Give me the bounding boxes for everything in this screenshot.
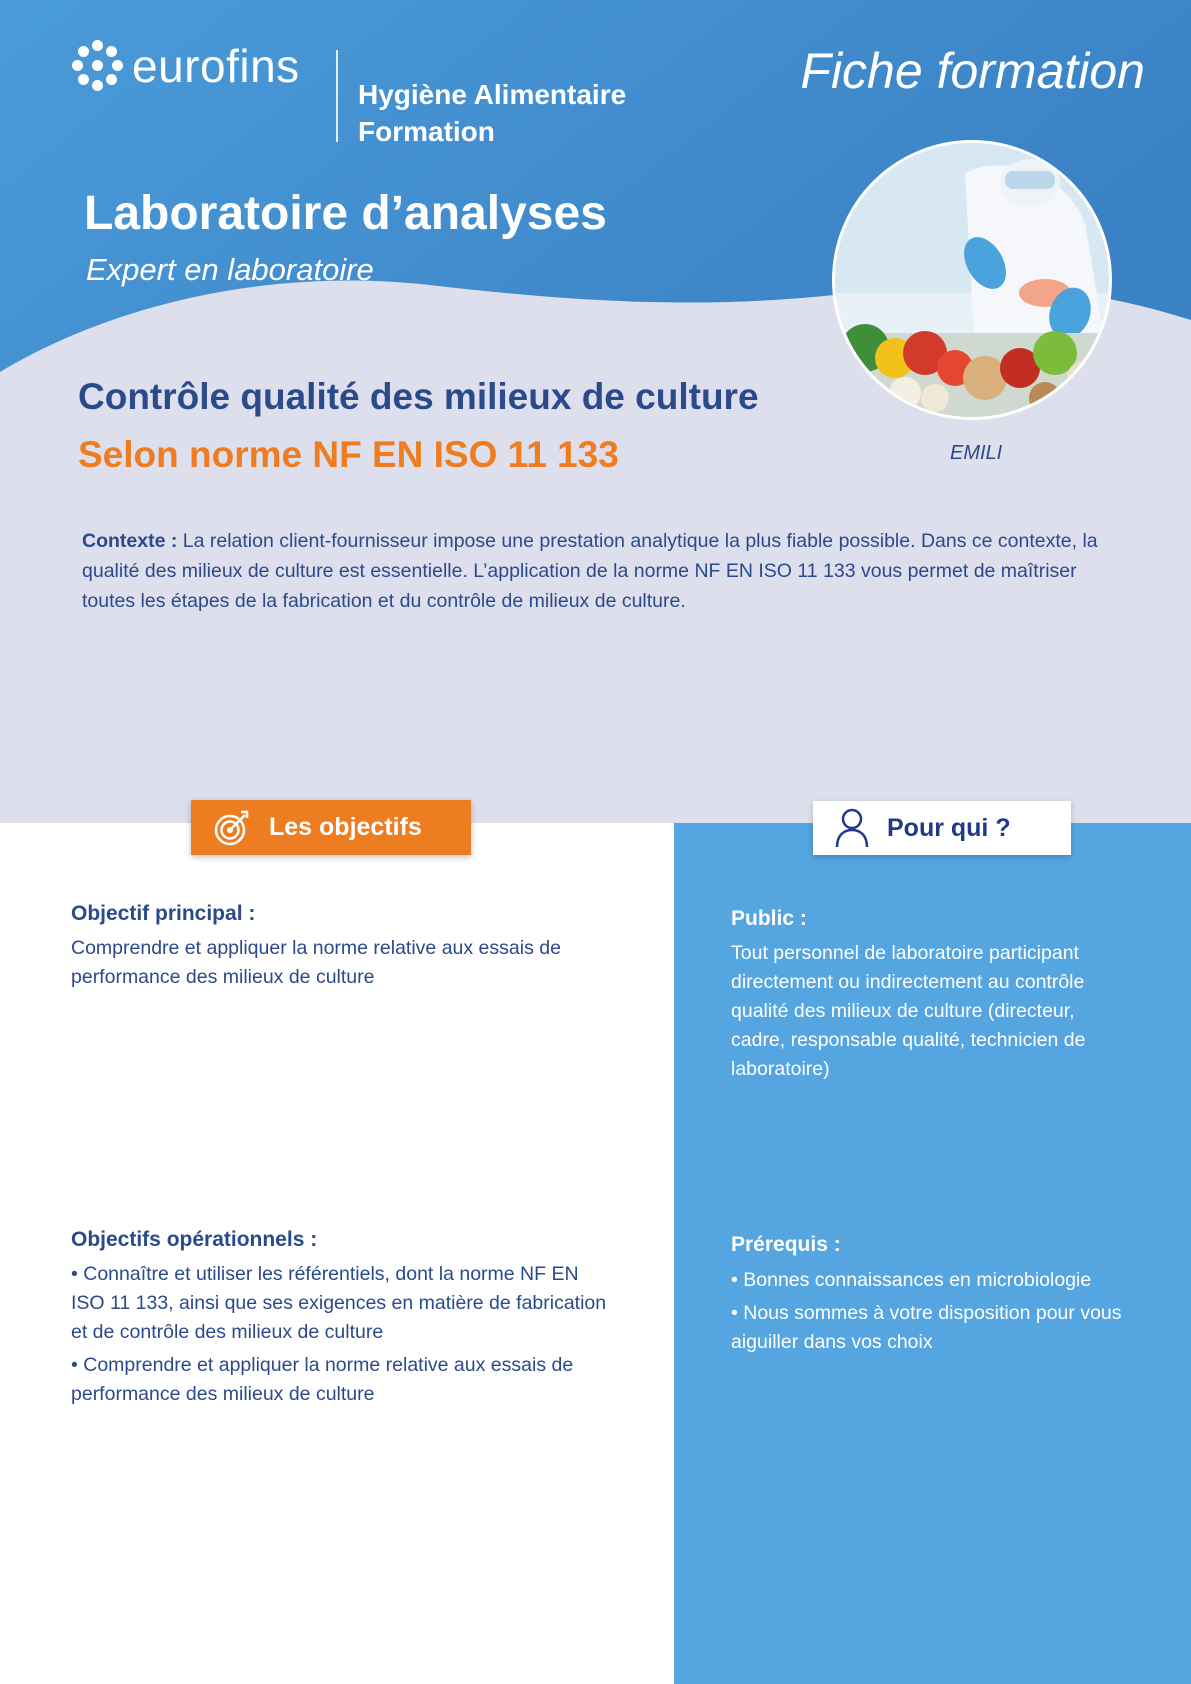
public-text: Tout personnel de laboratoire participant directement ou indirectement au contrôle qualité des milieux de culture (directeur, cadre, responsable qualité, technicien de laboratoire) xyxy=(731,942,1086,1080)
brand-name: eurofins xyxy=(132,40,300,92)
course-title: Contrôle qualité des milieux de culture xyxy=(78,376,759,417)
operational-objectives-heading: Objectifs opérationnels : xyxy=(71,1228,318,1251)
context-paragraph xyxy=(82,526,1122,616)
page-subtitle: Expert en laboratoire xyxy=(86,252,374,287)
page-title: Laboratoire d’analyses xyxy=(84,187,607,240)
audience-badge xyxy=(813,801,1071,855)
lab-photo xyxy=(832,140,1112,420)
tagline-line-1: Hygiène Alimentaire xyxy=(358,79,627,110)
brand-tagline xyxy=(358,76,626,150)
operational-objectives-list xyxy=(71,1260,611,1413)
objectives-badge xyxy=(191,800,471,855)
prerequisites-heading: Prérequis : xyxy=(731,1233,841,1256)
public-heading: Public : xyxy=(731,907,807,930)
main-objective-heading: Objectif principal : xyxy=(71,902,256,925)
list-item: • Comprendre et appliquer la norme relative aux essais de performance des milieux de culture xyxy=(71,1354,574,1405)
person-icon xyxy=(835,808,869,848)
course-norm: Selon norme NF EN ISO 11 133 xyxy=(78,434,619,475)
eurofins-logo xyxy=(72,40,300,92)
photo-caption: EMILI xyxy=(950,442,1003,464)
tagline-line-2: Formation xyxy=(358,116,495,147)
eurofins-dots-icon xyxy=(72,40,124,92)
list-item: • Nous sommes à votre disposition pour vous aiguiller dans vos choix xyxy=(731,1302,1122,1353)
logo-divider xyxy=(336,50,338,142)
main-objective-text: Comprendre et appliquer la norme relative aux essais de performance des milieux de culture xyxy=(71,937,561,988)
prerequisites-list xyxy=(731,1266,1151,1361)
target-icon xyxy=(213,809,251,847)
context-text: La relation client-fournisseur impose une prestation analytique la plus fiable possible. Dans ce contexte, la qualité des milieux de culture est essentielle. L’application de la norme NF EN ISO 11 133 vous permet de maîtriser toutes les étapes de la fabrication et du contrôle de milieux de culture. xyxy=(82,530,1098,612)
objectives-badge-label: Les objectifs xyxy=(269,813,422,841)
audience-badge-label: Pour qui ? xyxy=(887,813,1011,842)
document-type: Fiche formation xyxy=(800,43,1145,99)
context-label: Contexte : xyxy=(82,530,178,552)
list-item: • Bonnes connaissances en microbiologie xyxy=(731,1269,1092,1291)
list-item: • Connaître et utiliser les référentiels, dont la norme NF EN ISO 11 133, ainsi que ses exigences en matière de fabrication et de contrôle des milieux de culture xyxy=(71,1263,607,1343)
